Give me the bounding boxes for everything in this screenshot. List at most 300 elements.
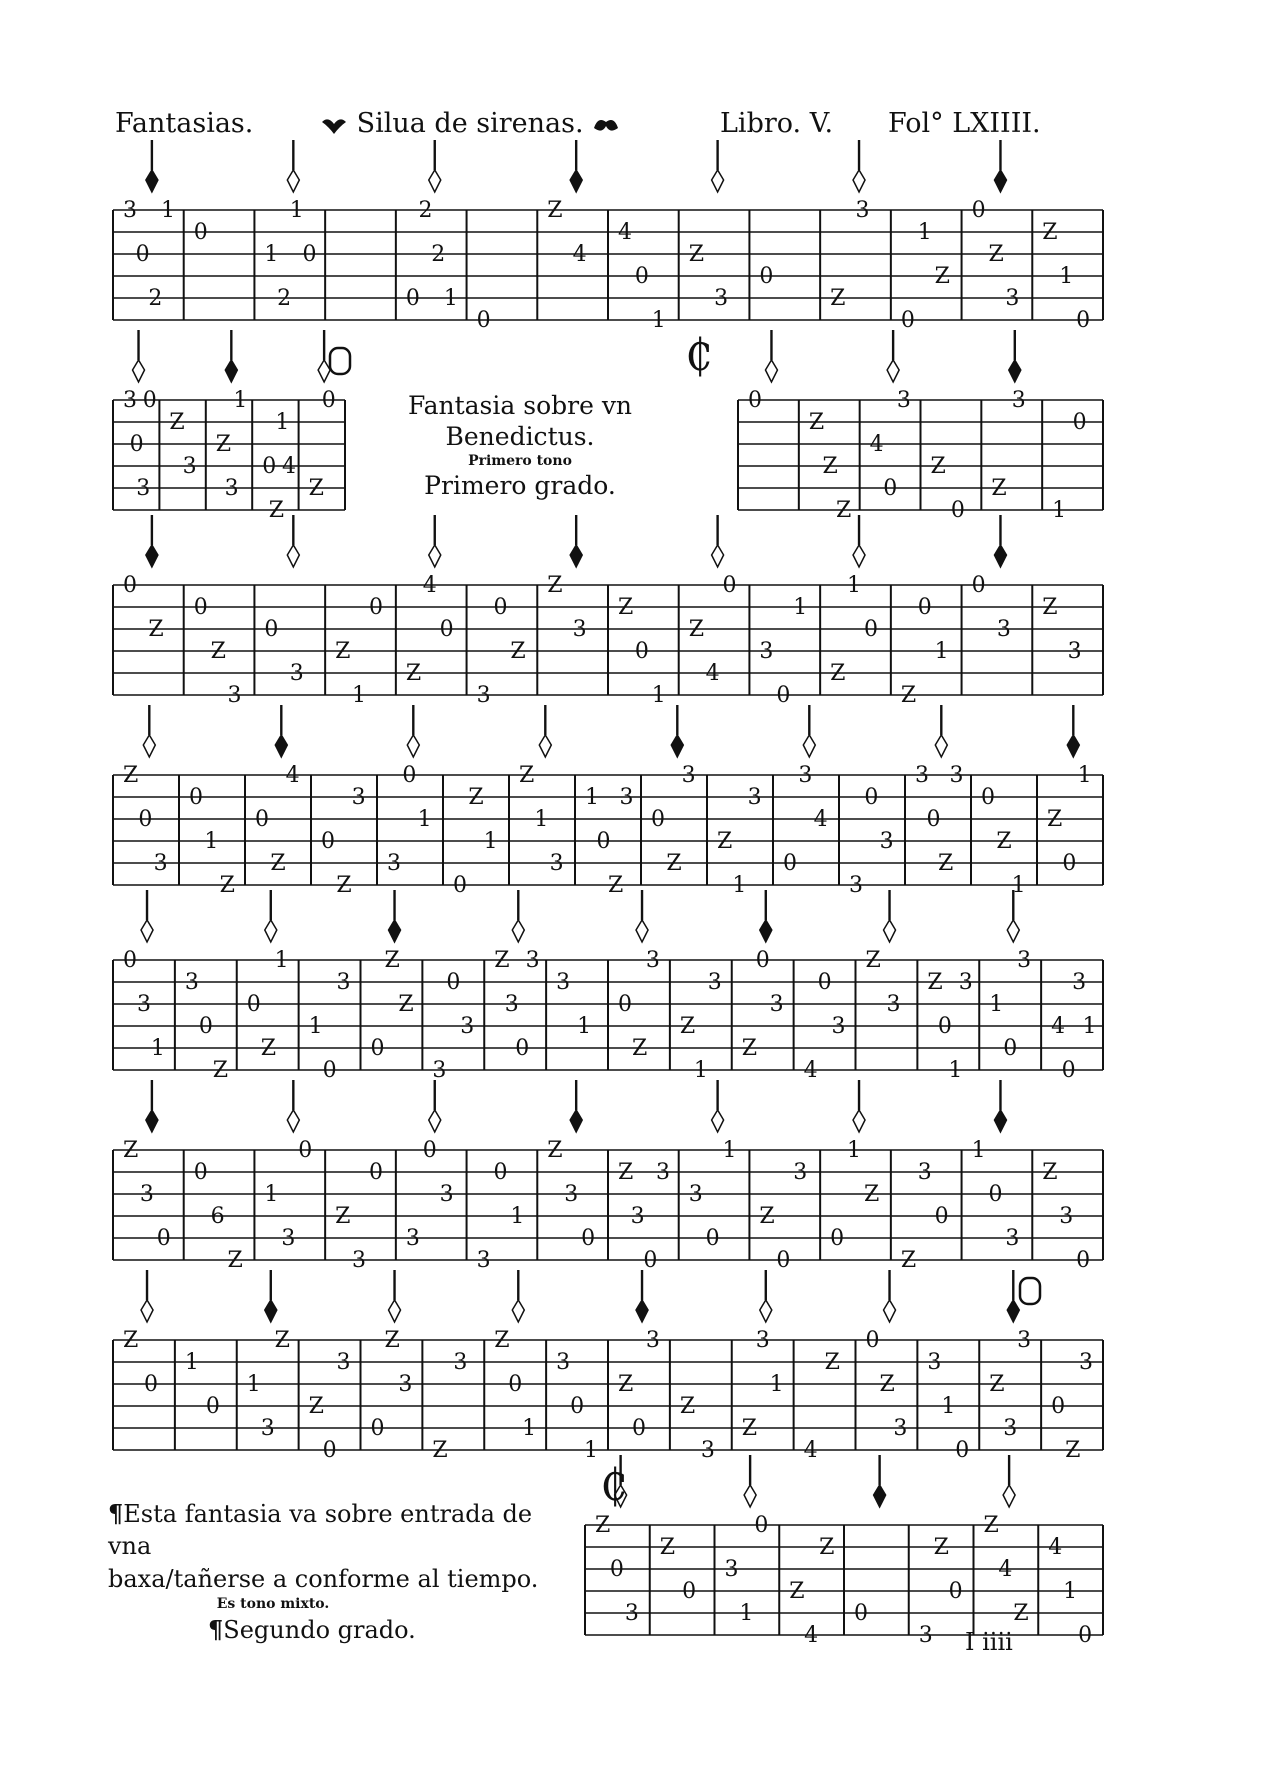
tab-cipher: 0 — [917, 595, 932, 620]
tab-cipher: 4 — [572, 242, 587, 267]
tab-cipher: 3 — [398, 1372, 413, 1397]
tab-cipher: 0 — [863, 617, 878, 642]
tab-cipher: 1 — [732, 873, 747, 898]
tab-cipher: Z — [989, 1372, 1005, 1397]
tab-cipher: 4 — [285, 763, 300, 788]
tab-cipher: 3 — [831, 1014, 846, 1039]
tab-cipher: 3 — [1011, 388, 1026, 413]
tab-cipher: 3 — [476, 683, 491, 708]
tab-cipher: 0 — [193, 1160, 208, 1185]
tab-cipher: 1 — [161, 198, 176, 223]
tab-cipher: 3 — [336, 970, 351, 995]
tab-cipher: Z — [219, 873, 235, 898]
tab-cipher: 4 — [618, 220, 632, 245]
tab-cipher: 1 — [352, 683, 367, 708]
tab-cipher: 0 — [508, 1372, 523, 1397]
title-line-2: Benedictus. — [445, 422, 595, 452]
tab-cipher: 1 — [941, 1394, 956, 1419]
tab-cipher: 0 — [123, 948, 137, 973]
semibreve-flag-icon — [853, 170, 865, 192]
tab-cipher: 4 — [705, 661, 720, 686]
tab-cipher: 0 — [298, 1138, 313, 1163]
minim-flag-icon — [146, 545, 158, 567]
tab-cipher: 3 — [460, 1014, 475, 1039]
tab-cipher: 3 — [755, 1328, 770, 1353]
tab-cipher: 0 — [143, 1372, 158, 1397]
tab-cipher: 3 — [453, 1350, 468, 1375]
tab-cipher: 0 — [446, 970, 461, 995]
tab-system — [113, 705, 1103, 898]
semibreve-flag-icon — [712, 170, 724, 192]
tab-cipher: 3 — [351, 785, 366, 810]
tab-cipher: 3 — [1017, 1328, 1032, 1353]
tab-cipher: Z — [1013, 1601, 1029, 1626]
tab-cipher: Z — [759, 1204, 775, 1229]
note-line-2: baxa/tañerse a conforme al tiempo. — [108, 1564, 539, 1593]
tab-cipher: Z — [991, 476, 1007, 501]
tab-cipher: 3 — [996, 617, 1011, 642]
tab-cipher: 0 — [302, 242, 317, 267]
tab-cipher: 4 — [1048, 1535, 1063, 1560]
tab-cipher: 1 — [793, 595, 808, 620]
tab-cipher: 0 — [138, 807, 153, 832]
tab-cipher: 0 — [370, 1036, 385, 1061]
title-mode: Primero tono — [468, 452, 572, 469]
tab-cipher: 3 — [224, 476, 239, 501]
tab-cipher: Z — [865, 948, 881, 973]
tab-cipher: 0 — [581, 1226, 596, 1251]
minim-flag-icon — [570, 1110, 582, 1132]
tab-cipher: 0 — [722, 573, 737, 598]
tab-cipher: Z — [863, 1182, 880, 1207]
tab-cipher: 1 — [275, 410, 290, 435]
tab-cipher: Z — [996, 829, 1012, 854]
tab-cipher: Z — [308, 476, 324, 501]
semibreve-flag-icon — [712, 1110, 724, 1132]
minim-flag-icon — [570, 170, 582, 192]
tab-cipher: 1 — [483, 829, 498, 854]
tab-cipher: Z — [930, 454, 946, 479]
pilcrow-icon: ¶ — [108, 1499, 124, 1528]
tab-cipher: 3 — [289, 661, 304, 686]
tab-cipher: Z — [688, 242, 705, 267]
tab-cipher: Z — [1047, 807, 1063, 832]
tab-cipher: 3 — [139, 1182, 154, 1207]
tab-cipher: 0 — [955, 1438, 970, 1463]
tab-cipher: 1 — [651, 683, 666, 708]
tab-cipher: 0 — [776, 1248, 791, 1273]
tab-cipher: 0 — [322, 1438, 337, 1463]
tab-cipher: 0 — [865, 1328, 880, 1353]
tab-cipher: 3 — [707, 970, 722, 995]
tab-cipher: 2 — [148, 286, 163, 311]
tab-cipher: 0 — [618, 992, 632, 1017]
tab-cipher: 3 — [1005, 1226, 1020, 1251]
tab-cipher: 3 — [688, 1182, 703, 1207]
tab-cipher: Z — [679, 1394, 696, 1419]
title-grade: Primero grado. — [424, 471, 616, 500]
tab-cipher: 0 — [596, 829, 611, 854]
tab-cipher: 3 — [896, 388, 911, 413]
tab-cipher: 1 — [534, 807, 549, 832]
tab-cipher: Z — [819, 1535, 835, 1560]
tab-cipher: Z — [900, 683, 917, 708]
tab-system — [738, 330, 1103, 523]
tab-system — [113, 515, 1103, 708]
tab-cipher: 3 — [123, 198, 137, 223]
tab-cipher: 3 — [886, 992, 901, 1017]
tab-cipher: 3 — [476, 1248, 491, 1273]
tab-cipher: 3 — [958, 970, 973, 995]
tab-cipher: Z — [933, 1535, 949, 1560]
tab-cipher: 3 — [1067, 639, 1082, 664]
tab-cipher: 1 — [1082, 1014, 1097, 1039]
tab-cipher: 0 — [937, 1014, 952, 1039]
tab-cipher: Z — [688, 617, 705, 642]
tab-cipher: Z — [268, 498, 285, 523]
tab-cipher: 0 — [142, 388, 157, 413]
tab-cipher: Z — [789, 1579, 805, 1604]
tab-cipher: 3 — [1072, 970, 1087, 995]
minim-flag-icon — [1067, 735, 1079, 757]
tab-cipher: 4 — [282, 454, 296, 479]
tab-cipher: Z — [148, 617, 164, 642]
tab-cipher: 0 — [1051, 1394, 1066, 1419]
tab-cipher: 3 — [432, 1058, 447, 1083]
tab-cipher: 0 — [988, 1182, 1003, 1207]
tab-cipher: 3 — [630, 1204, 645, 1229]
tab-cipher: 3 — [879, 829, 894, 854]
semibreve-flag-icon — [429, 1110, 441, 1132]
tab-cipher: 1 — [264, 242, 279, 267]
minim-flag-icon — [389, 920, 401, 942]
tab-cipher: 3 — [123, 388, 137, 413]
tab-cipher: 3 — [724, 1557, 739, 1582]
tab-system — [113, 140, 1103, 333]
tab-cipher: Z — [519, 763, 535, 788]
minim-flag-icon — [146, 1110, 158, 1132]
tab-cipher: 0 — [570, 1394, 585, 1419]
tab-cipher: 1 — [584, 1438, 599, 1463]
minim-flag-icon — [1007, 1300, 1019, 1322]
tab-cipher: Z — [1042, 595, 1058, 620]
minim-flag-icon — [874, 1485, 886, 1507]
tab-cipher: 3 — [855, 198, 870, 223]
tab-cipher: 0 — [634, 264, 649, 289]
tab-cipher: 0 — [682, 1579, 697, 1604]
tab-cipher: Z — [830, 661, 846, 686]
tab-cipher: Z — [432, 1438, 448, 1463]
tab-cipher: 0 — [189, 785, 203, 810]
tab-cipher: 3 — [1003, 1416, 1018, 1441]
tab-cipher: 2 — [431, 242, 446, 267]
semibreve-flag-icon — [1007, 920, 1019, 942]
tab-cipher: 1 — [1077, 763, 1092, 788]
tab-cipher: Z — [123, 1138, 139, 1163]
tab-cipher: 0 — [934, 1204, 949, 1229]
tab-cipher: Z — [212, 1058, 229, 1083]
tab-cipher: 1 — [233, 388, 248, 413]
tab-cipher: 3 — [849, 873, 863, 898]
tab-cipher: 0 — [322, 1058, 337, 1083]
tab-cipher: Z — [879, 1372, 895, 1397]
tab-cipher: 0 — [631, 1416, 646, 1441]
minim-flag-icon — [146, 170, 158, 192]
tab-cipher: Z — [398, 992, 414, 1017]
tab-cipher: 1 — [1063, 1579, 1078, 1604]
semibreve-flag-icon — [803, 735, 815, 757]
semibreve-flag-icon — [429, 545, 441, 567]
tab-cipher: 3 — [1079, 1350, 1094, 1375]
tab-system — [113, 1080, 1103, 1273]
tab-cipher: 3 — [1017, 948, 1032, 973]
tab-cipher: 3 — [918, 1623, 933, 1648]
tab-system — [113, 330, 345, 523]
tab-cipher: 3 — [556, 1350, 571, 1375]
tab-cipher: 1 — [651, 308, 666, 333]
tab-cipher: 4 — [869, 432, 884, 457]
semibreve-flag-icon — [636, 920, 648, 942]
tab-cipher: 1 — [150, 1036, 165, 1061]
tab-cipher: 1 — [289, 198, 304, 223]
tab-cipher: 0 — [264, 617, 279, 642]
tab-cipher: 3 — [915, 763, 929, 788]
pilcrow-icon: ¶ — [208, 1615, 224, 1645]
semibreve-flag-icon — [884, 920, 896, 942]
semibreve-flag-icon — [141, 1300, 153, 1322]
tab-cipher: 0 — [1076, 1248, 1091, 1273]
tab-cipher: Z — [836, 498, 852, 523]
tab-cipher: 1 — [274, 948, 289, 973]
tab-cipher: 3 — [656, 1160, 671, 1185]
semibreve-flag-icon — [887, 360, 899, 382]
tab-cipher: Z — [1042, 1160, 1058, 1185]
tab-cipher: 3 — [949, 763, 964, 788]
minim-flag-icon — [225, 360, 237, 382]
tab-cipher: 1 — [847, 573, 862, 598]
tab-cipher: Z — [123, 763, 139, 788]
tab-cipher: 3 — [1005, 286, 1020, 311]
tab-cipher: 3 — [572, 617, 587, 642]
minim-flag-icon — [636, 1300, 648, 1322]
tab-system — [113, 890, 1103, 1083]
semibreve-flag-icon — [853, 545, 865, 567]
tab-cipher: Z — [900, 1248, 917, 1273]
tab-cipher: 1 — [522, 1416, 537, 1441]
tab-cipher: Z — [983, 1513, 999, 1538]
tab-cipher: Z — [934, 264, 950, 289]
tab-cipher: 3 — [227, 683, 242, 708]
tab-cipher: 0 — [402, 763, 417, 788]
running-head-left: Fantasias. — [115, 108, 254, 139]
semibreve-flag-icon — [287, 545, 299, 567]
tab-cipher: 1 — [934, 639, 949, 664]
note-line-3: Es tono mixto. — [216, 1596, 330, 1613]
semibreve-flag-icon — [429, 170, 441, 192]
tab-cipher: Z — [210, 639, 226, 664]
tab-cipher: 0 — [198, 1014, 213, 1039]
semibreve-flag-icon — [760, 1300, 772, 1322]
tab-cipher: Z — [384, 1328, 400, 1353]
tab-cipher: 0 — [321, 388, 336, 413]
tab-cipher: 0 — [971, 198, 986, 223]
tab-cipher: Z — [618, 595, 634, 620]
semibreve-flag-icon — [141, 920, 153, 942]
tab-cipher: 0 — [439, 617, 454, 642]
tab-cipher: 0 — [854, 1601, 868, 1626]
tab-cipher: Z — [405, 661, 422, 686]
tab-cipher: Z — [808, 410, 825, 435]
tab-cipher: 3 — [769, 992, 784, 1017]
tab-cipher: Z — [666, 851, 682, 876]
minim-flag-icon — [760, 920, 772, 942]
tab-cipher: 3 — [136, 992, 151, 1017]
tab-cipher: 3 — [645, 1328, 660, 1353]
tab-cipher: 0 — [971, 573, 986, 598]
tab-cipher: 0 — [1076, 308, 1091, 333]
tab-cipher: Z — [123, 1328, 139, 1353]
tab-cipher: Z — [494, 1328, 510, 1353]
tab-cipher: 0 — [193, 595, 208, 620]
mensuration-sign-icon: ₵ — [685, 330, 713, 381]
tab-cipher: 3 — [153, 851, 168, 876]
tab-cipher: Z — [468, 785, 484, 810]
tab-cipher: 0 — [864, 785, 879, 810]
tab-cipher: 0 — [422, 1138, 437, 1163]
tab-cipher: 6 — [210, 1204, 225, 1229]
tab-cipher: Z — [335, 639, 351, 664]
tab-cipher: 1 — [308, 1014, 323, 1039]
tab-cipher: Z — [830, 286, 846, 311]
tab-cipher: 3 — [504, 992, 519, 1017]
semibreve-flag-icon — [133, 360, 145, 382]
tab-cipher: 0 — [748, 388, 762, 413]
semibreve-flag-icon — [287, 170, 299, 192]
tab-cipher: 0 — [1061, 1058, 1076, 1083]
tab-cipher: 3 — [525, 948, 540, 973]
tab-cipher: 0 — [926, 807, 941, 832]
minim-flag-icon — [994, 1110, 1006, 1132]
tab-cipher: 0 — [493, 1160, 508, 1185]
semibreve-flag-icon — [744, 1485, 756, 1507]
tab-cipher: 1 — [246, 1372, 261, 1397]
tab-cipher: Z — [595, 1513, 611, 1538]
semibreve-flag-icon — [143, 735, 155, 757]
minim-flag-icon — [671, 735, 683, 757]
tab-cipher: 0 — [883, 476, 898, 501]
tab-cipher: 3 — [645, 948, 660, 973]
tab-cipher: 4 — [803, 1058, 818, 1083]
folio-number: Fol° LXIIII. — [888, 108, 1041, 139]
tab-cipher: 3 — [893, 1416, 908, 1441]
tab-cipher: Z — [510, 639, 526, 664]
tab-cipher: 0 — [262, 454, 277, 479]
semibreve-flag-icon — [1003, 1485, 1015, 1507]
fine-sign-icon — [1020, 1278, 1040, 1304]
tab-cipher: 1 — [948, 1058, 963, 1083]
semibreve-flag-icon — [265, 920, 277, 942]
tab-cipher: 3 — [700, 1438, 715, 1463]
semibreve-flag-icon — [853, 1110, 865, 1132]
tab-cipher: 3 — [927, 1350, 942, 1375]
tab-cipher: 1 — [989, 992, 1004, 1017]
tab-cipher: 0 — [981, 785, 995, 810]
tab-cipher: 3 — [1059, 1204, 1074, 1229]
signature-mark: I iiii — [965, 1628, 1013, 1656]
tab-cipher: Z — [741, 1416, 758, 1441]
tab-cipher: Z — [547, 1138, 563, 1163]
tab-cipher: 1 — [204, 829, 219, 854]
tab-cipher: 3 — [136, 476, 151, 501]
tab-cipher: 0 — [651, 807, 665, 832]
tab-cipher: Z — [824, 1350, 840, 1375]
tab-cipher: 0 — [193, 220, 208, 245]
note-line-4: Segundo grado. — [223, 1616, 416, 1645]
tab-cipher: 0 — [634, 639, 649, 664]
semibreve-flag-icon — [765, 360, 777, 382]
tab-cipher: 1 — [739, 1601, 754, 1626]
tab-cipher: 0 — [783, 851, 797, 876]
tab-cipher: 0 — [135, 242, 150, 267]
tab-cipher: 3 — [759, 639, 774, 664]
tab-cipher: 4 — [1051, 1014, 1066, 1039]
tab-cipher: 0 — [950, 498, 965, 523]
tab-cipher: 0 — [129, 432, 144, 457]
tab-cipher: 0 — [759, 264, 774, 289]
tab-cipher: Z — [274, 1328, 290, 1353]
tab-cipher: 0 — [705, 1226, 720, 1251]
semibreve-flag-icon — [287, 1110, 299, 1132]
minim-flag-icon — [994, 170, 1006, 192]
tab-system — [585, 1455, 1103, 1648]
tab-cipher: Z — [659, 1535, 676, 1560]
tab-cipher: 0 — [609, 1557, 624, 1582]
semibreve-flag-icon — [935, 735, 947, 757]
tab-cipher: 0 — [817, 970, 832, 995]
tab-cipher: Z — [717, 829, 733, 854]
semibreve-flag-icon — [512, 920, 524, 942]
tab-cipher: Z — [260, 1036, 277, 1061]
tab-cipher: 1 — [847, 1138, 862, 1163]
tab-cipher: 3 — [387, 851, 401, 876]
tab-cipher: Z — [608, 873, 624, 898]
tab-cipher: Z — [679, 1014, 696, 1039]
tab-cipher: Z — [547, 573, 563, 598]
tab-cipher: 3 — [182, 454, 197, 479]
tab-cipher: 1 — [417, 807, 432, 832]
tab-cipher: 3 — [714, 286, 729, 311]
tab-cipher: 1 — [1011, 873, 1026, 898]
tab-cipher: 0 — [776, 683, 791, 708]
tab-cipher: 3 — [747, 785, 762, 810]
tab-cipher: 1 — [1052, 498, 1067, 523]
tab-cipher: Z — [741, 1036, 758, 1061]
minim-flag-icon — [1009, 360, 1021, 382]
book-number: Libro. V. — [720, 108, 834, 139]
tab-cipher: 0 — [368, 1160, 383, 1185]
tab-cipher: Z — [227, 1248, 243, 1273]
minim-flag-icon — [570, 545, 582, 567]
tab-cipher: 3 — [793, 1160, 808, 1185]
semibreve-flag-icon — [318, 360, 330, 382]
tab-cipher: 0 — [453, 873, 467, 898]
title-line-1: Fantasia sobre vn — [407, 391, 633, 420]
tab-cipher: 0 — [755, 948, 770, 973]
tab-cipher: 3 — [917, 1160, 932, 1185]
tab-cipher: 0 — [205, 1394, 220, 1419]
tab-cipher: 1 — [693, 1058, 708, 1083]
semibreve-flag-icon — [407, 735, 419, 757]
